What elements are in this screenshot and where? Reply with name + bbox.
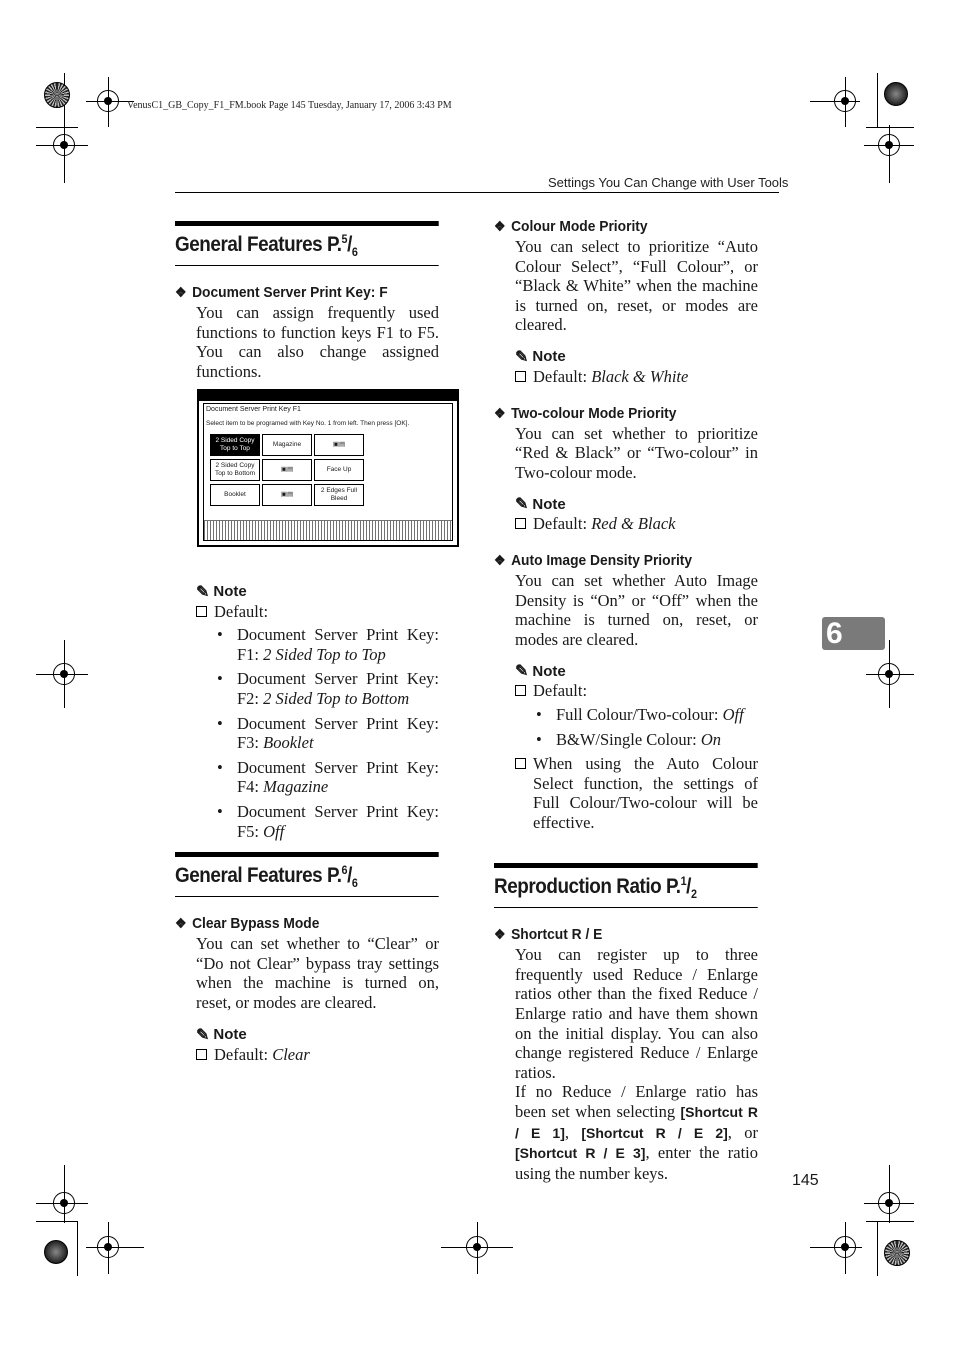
right-column-lower — [494, 863, 758, 1183]
header-rule — [175, 192, 779, 193]
item-body: You can select to prioritize “Auto Colour Select”, “Full Colour”, or “Black & White” when the machine is turned on, reset, or modes are cleared. — [515, 237, 758, 335]
pencil-icon: ✎ — [196, 583, 210, 601]
item-body: You can set whether Auto Image Density is “On” or “Off” when the machine is turned on, reset, or modes are cleared. — [515, 570, 758, 649]
item-heading: ❖ Two-colour Mode Priority — [494, 404, 677, 422]
left-column-lower — [175, 852, 439, 1064]
list-item: • B&W/Single Colour: On — [536, 730, 758, 750]
item-heading: ❖ Document Server Print Key: F — [175, 284, 388, 302]
lcd-title: Document Server Print Key F1 — [206, 406, 301, 413]
note-heading: ✎ Note — [196, 583, 247, 601]
pencil-icon: ✎ — [515, 348, 529, 366]
checkbox-icon — [515, 758, 526, 769]
page-order-icon: ▣▤ — [332, 441, 346, 448]
checkbox-icon — [515, 518, 526, 529]
item-body: You can set whether to prioritize “Red & Black” or “Two-colour” in Two-colour mode. — [515, 423, 758, 482]
checkbox-icon — [196, 606, 207, 617]
checkbox-icon — [515, 371, 526, 382]
diamond-icon: ❖ — [494, 218, 506, 234]
note-heading: ✎ Note — [515, 348, 566, 366]
diamond-icon: ❖ — [175, 915, 187, 932]
registration-disc-icon — [884, 82, 908, 106]
note-heading: ✎ Note — [515, 662, 566, 681]
checkbox-icon — [515, 685, 526, 696]
pencil-icon: ✎ — [515, 663, 529, 681]
lcd-button: Magazine — [262, 434, 312, 456]
item-body: You can set whether to “Clear” or “Do not Clear” bypass tray settings when the machine is turned on, reset, or modes are cleared. — [196, 934, 439, 1012]
note-line: Default: Black & White — [515, 367, 758, 387]
lcd-button: 2 Edges Full Bleed — [314, 484, 364, 506]
note-line: Default: Clear — [196, 1045, 439, 1065]
page-order-icon: ▣▤ — [280, 491, 294, 498]
item-body: You can assign frequently used functions to function keys F1 to F5. You can also change assigned functions. — [196, 303, 439, 381]
checkbox-icon — [196, 1049, 207, 1060]
diamond-icon: ❖ — [494, 926, 506, 943]
lcd-button: 2 Sided Copy Top to Bottom — [210, 459, 260, 481]
note-heading: ✎ Note — [196, 1026, 247, 1044]
right-column — [494, 200, 758, 832]
section-heading: General Features $P.^6/_6$ — [175, 852, 439, 897]
list-item: • Document Server Print Key: F1: 2 Sided Top to Top — [217, 625, 439, 664]
item-body: If no Reduce / Enlarge ratio has been set when selecting [Shortcut R / E 1], [Shortcut R / E 2], or [Shortcut R / E 3], enter the ratio using the number keys. — [515, 1082, 759, 1183]
list-item: • Document Server Print Key: F3: Booklet — [217, 714, 439, 753]
lcd-button — [314, 434, 364, 456]
item-body: You can register up to three frequently used Reduce / Enlarge ratios other than the fixed Reduce / Enlarge ratio and have them shown on the initial display. You can also change registered Reduce / Enlarge ratios. — [515, 945, 758, 1082]
lcd-button — [262, 459, 312, 481]
default-list — [217, 625, 439, 841]
lcd-prompt: Select item to be programed with Key No. 1 from left. Then press [OK]. — [206, 420, 410, 427]
pencil-icon: ✎ — [515, 496, 529, 514]
note-line: Default: — [196, 602, 439, 622]
note-line: When using the Auto Colour Select function, the settings of Full Colour/Two-colour will be effective. — [515, 754, 758, 832]
list-item: • Full Colour/Two-colour: Off — [536, 705, 758, 725]
diamond-icon: ❖ — [494, 551, 506, 568]
lcd-button — [262, 484, 312, 506]
item-heading: ❖ Auto Image Density Priority — [494, 551, 693, 569]
diamond-icon: ❖ — [494, 404, 506, 421]
section-heading: General Features $P.^5/_6$ — [175, 221, 439, 266]
lcd-button: Booklet — [210, 484, 260, 506]
item-heading: ❖ Colour Mode Priority — [494, 218, 648, 235]
note-heading: ✎ Note — [515, 495, 566, 514]
item-heading: ❖ Shortcut R / E — [494, 926, 603, 944]
page-number: 145 — [792, 1172, 819, 1189]
note-line: Default: — [515, 681, 758, 701]
registration-disc-icon — [44, 1240, 68, 1264]
default-list — [536, 705, 758, 749]
running-head: Settings You Can Change with User Tools — [548, 175, 789, 190]
registration-sun-icon — [44, 82, 70, 108]
file-info: VenusC1_GB_Copy_F1_FM.book Page 145 Tuesday, January 17, 2006 3:43 PM — [127, 100, 452, 111]
pencil-icon: ✎ — [196, 1026, 210, 1044]
note-line: Default: Red & Black — [515, 514, 758, 534]
chapter-tab: 6 — [822, 617, 885, 650]
list-item: • Document Server Print Key: F2: 2 Sided Top to Bottom — [217, 669, 439, 708]
section-heading: Reproduction Ratio $P.^1/_2$ — [494, 863, 758, 908]
diamond-icon: ❖ — [175, 284, 187, 301]
lcd-screenshot — [197, 389, 459, 547]
registration-sun-icon — [884, 1240, 910, 1266]
page-order-icon: ▣▤ — [280, 466, 294, 473]
lcd-button: 2 Sided Copy Top to Top — [210, 434, 260, 456]
list-item: • Document Server Print Key: F4: Magazine — [217, 758, 439, 797]
item-heading: ❖ Clear Bypass Mode — [175, 915, 320, 933]
list-item: • Document Server Print Key: F5: Off — [217, 802, 439, 841]
lcd-button: Face Up — [314, 459, 364, 481]
